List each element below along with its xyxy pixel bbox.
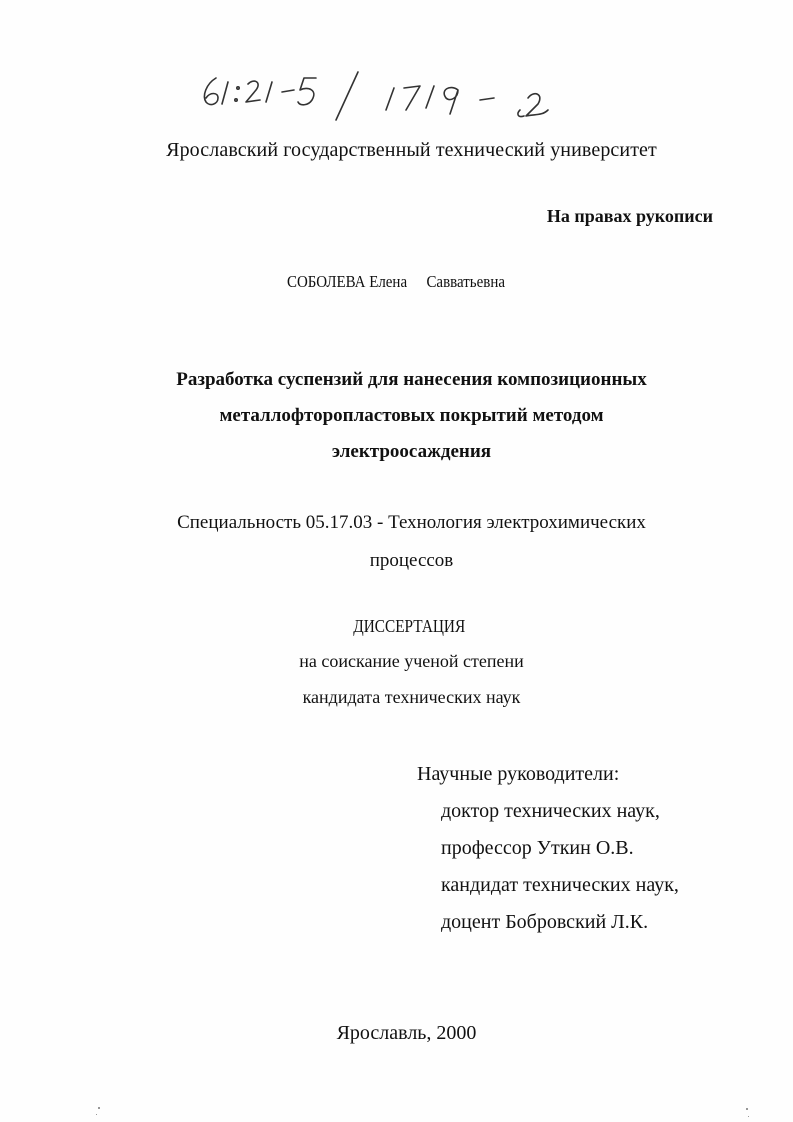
supervisor-1-name: профессор Уткин О.В. [441,837,634,859]
title-line-2: металлофторопластовых покрытий методом [219,405,604,426]
supervisor-2-name: доцент Бобровский Л.К. [441,911,649,933]
title-line-1: Разработка суспензий для нанесения композиционных [176,369,647,390]
scan-speck [98,1107,100,1109]
specialty-line-2: процессов [369,550,454,571]
scan-speck [96,1114,97,1115]
author-patronymic: Савватьевна [426,272,505,291]
supervisors-heading: Научные руководители: [417,763,620,785]
manuscript-note: На правах рукописи [546,206,713,226]
university-name: Ярославский государственный технический университет [166,139,657,161]
author-name [287,273,505,290]
title-line-3: электроосаждения [331,441,492,462]
dissertation-label: ДИССЕРТАЦИЯ [353,616,466,636]
specialty-line-1: Специальность 05.17.03 - Технология электрохимических [177,512,646,533]
author-surname-name: СОБОЛЕВА Елена [287,272,408,291]
supervisor-1-degree: доктор технических наук, [441,800,660,822]
scan-speck [748,1116,749,1117]
scan-speck [746,1108,748,1110]
dissertation-degree-line-2: кандидата технических наук [302,687,521,707]
handwritten-archive-mark [198,70,598,140]
supervisor-2-degree: кандидат технических наук, [441,874,679,896]
city-year: Ярославль, 2000 [336,1022,477,1044]
dissertation-degree-line-1: на соискание ученой степени [299,651,524,671]
